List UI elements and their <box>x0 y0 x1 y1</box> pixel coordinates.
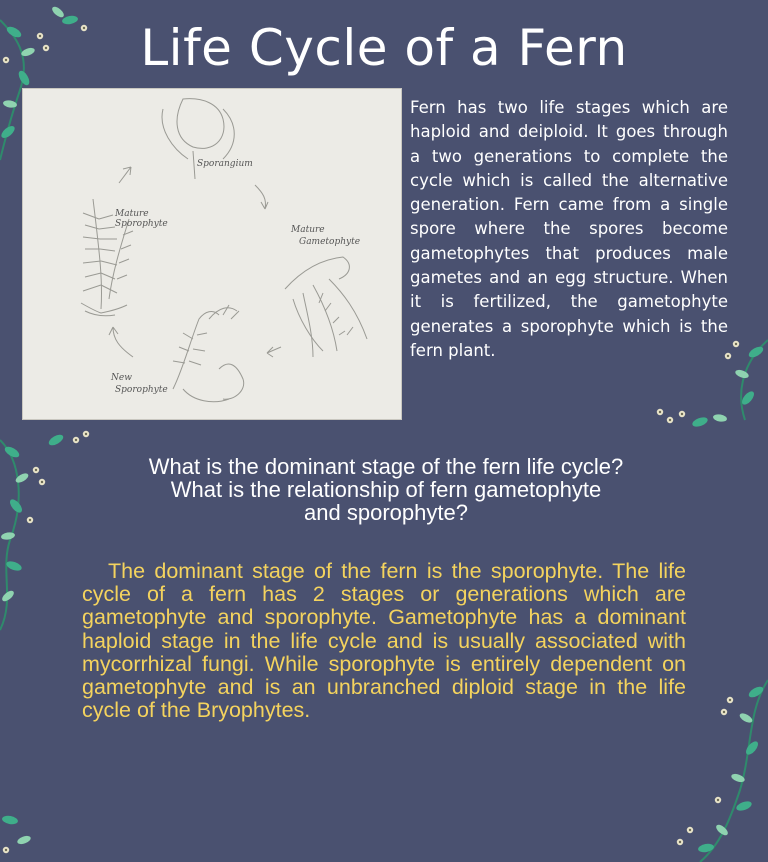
fern-sketch-drawing <box>23 89 401 419</box>
fern-description: Fern has two life stages which are haploid and deiploid. It goes through a two generations to complete the cycle which is called the alternative generation. Fern came from a single spore where the spores become gametophytes that produces male gametes and an egg structure. When it is fertilized, the gametophyte generates a sporophyte which is the fern plant. <box>410 98 728 360</box>
question-line-3: and sporophyte? <box>304 500 468 525</box>
mature-sporophyte-label-line1: Mature <box>115 209 149 219</box>
answer-paragraph: The dominant stage of the fern is the sporophyte. The life cycle of a fern has 2 stages or generations which are gametophyte and sporophyte. Gametophyte has a dominant haploid stage in the life cycle and is usually associated with mycorrhizal fungi. While sporophyte is entirely dependent on gametophyte and is an unbranched diploid stage in the life cycle of the Bryophytes. <box>82 559 686 723</box>
question-heading <box>40 455 732 524</box>
mature-gametophyte-label-line2: Gametophyte <box>299 237 361 247</box>
question-line-1: What is the dominant stage of the fern life cycle? <box>148 454 624 479</box>
sporangium-label: Sporangium <box>197 159 253 169</box>
page-title: Life Cycle of a Fern <box>140 19 628 77</box>
mature-gametophyte-label-line1: Mature <box>291 225 325 235</box>
mature-sporophyte-label-line2: Sporophyte <box>115 219 168 229</box>
new-sporophyte-label-line1: New <box>111 373 132 383</box>
new-sporophyte-label-line2: Sporophyte <box>115 385 168 395</box>
fern-life-cycle-sketch <box>22 88 402 420</box>
question-line-2: What is the relationship of fern gametophyte <box>170 477 602 502</box>
